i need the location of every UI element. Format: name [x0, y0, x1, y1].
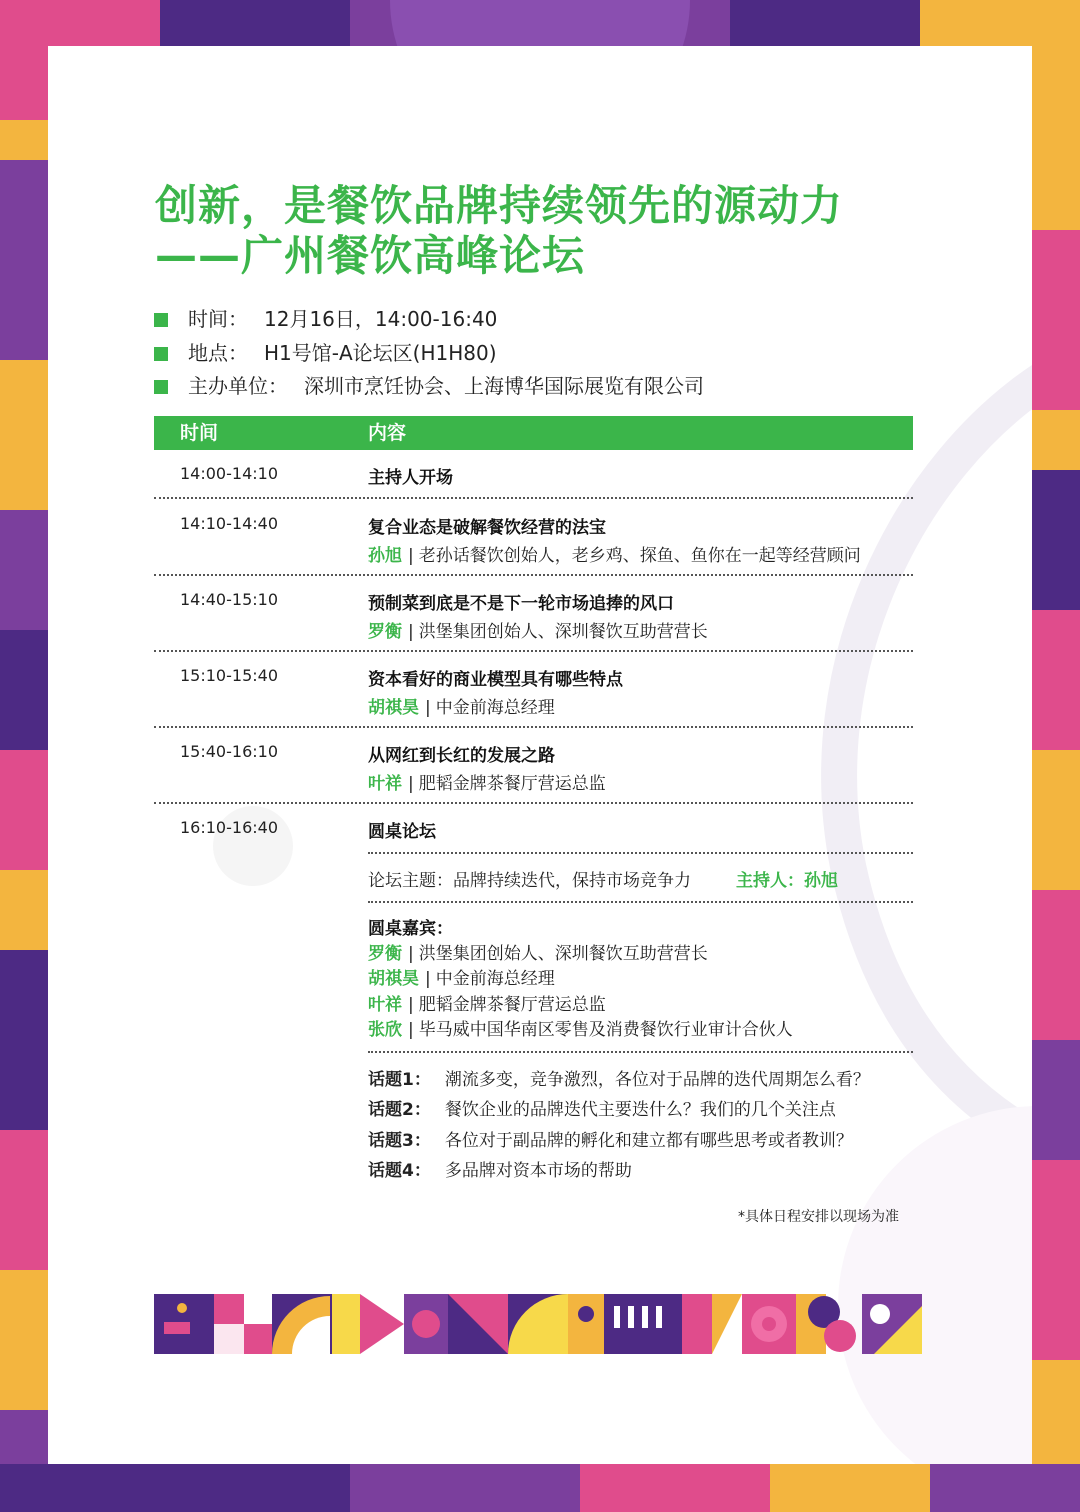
session-title: 资本看好的商业模型具有哪些特点	[368, 670, 623, 690]
subsection-divider	[368, 1051, 913, 1053]
roundtable-guest: 叶祥 | 肥韬金牌茶餐厅营运总监	[368, 995, 606, 1015]
speaker-role: 中金前海总经理	[435, 698, 555, 718]
subsection-divider	[368, 901, 913, 903]
roundtable-guest: 张欣 | 毕马威中国华南区零售及消费餐饮行业审计合伙人	[368, 1020, 793, 1040]
roundtable-host: 主持人：孙旭	[736, 871, 838, 891]
speaker-role: 肥韬金牌茶餐厅营运总监	[418, 774, 606, 794]
topic-label: 话题3：	[368, 1131, 431, 1151]
guest-role: 肥韬金牌茶餐厅营运总监	[418, 995, 606, 1015]
session-speaker: 叶祥 | 肥韬金牌茶餐厅营运总监	[368, 774, 606, 794]
discussion-topic	[368, 1065, 870, 1090]
guest-name: 叶祥	[368, 995, 402, 1015]
session-title: 复合业态是破解餐饮经营的法宝	[368, 518, 606, 538]
topic-text: 多品牌对资本市场的帮助	[444, 1161, 632, 1181]
session-speaker: 罗衡 | 洪堡集团创始人、深圳餐饮互助营营长	[368, 622, 708, 642]
guest-role: 毕马威中国华南区零售及消费餐饮行业审计合伙人	[418, 1020, 793, 1040]
column-header-time: 时间	[180, 422, 219, 444]
bullet-square-icon	[154, 347, 168, 361]
session-title: 从网红到长红的发展之路	[368, 746, 555, 766]
session-title: 圆桌论坛	[368, 822, 436, 842]
guest-name: 胡祺昊	[368, 969, 419, 989]
guest-role: 中金前海总经理	[435, 969, 555, 989]
session-time: 14:40-15:10	[180, 590, 278, 609]
info-organizer	[154, 371, 704, 401]
topic-text: 潮流多变，竞争激烈，各位对于品牌的迭代周期怎么看？	[444, 1070, 870, 1090]
session-time: 15:40-16:10	[180, 742, 278, 761]
info-place-label: 地点：	[188, 341, 248, 365]
session-title: 主持人开场	[368, 468, 453, 488]
bullet-square-icon	[154, 313, 168, 327]
column-header-content: 内容	[368, 422, 407, 444]
speaker-role: 洪堡集团创始人、深圳餐饮互助营营长	[418, 622, 708, 642]
roundtable-guest: 胡祺昊 | 中金前海总经理	[368, 969, 555, 989]
info-organizer-label: 主办单位：	[188, 374, 288, 398]
topic-text: 餐饮企业的品牌迭代主要迭什么？我们的几个关注点	[444, 1100, 836, 1120]
speaker-name: 叶祥	[368, 774, 402, 794]
speaker-name: 孙旭	[368, 546, 402, 566]
session-time: 14:10-14:40	[180, 514, 278, 533]
info-organizer-value: 深圳市烹饪协会、上海博华国际展览有限公司	[304, 374, 704, 398]
info-time-label: 时间：	[188, 307, 248, 331]
pattern-strip-decoration	[154, 1294, 922, 1354]
topic-label: 话题2：	[368, 1100, 431, 1120]
topic-label: 话题4：	[368, 1161, 431, 1181]
session-speaker: 孙旭 | 老孙话餐饮创始人，老乡鸡、探鱼、鱼你在一起等经营顾问	[368, 546, 861, 566]
info-place-value: H1号馆-A论坛区(H1H80)	[264, 341, 497, 365]
subsection-divider	[368, 852, 913, 854]
row-divider	[154, 650, 913, 652]
session-title: 预制菜到底是不是下一轮市场追捧的风口	[368, 594, 674, 614]
schedule-table-header	[154, 416, 913, 450]
speaker-name: 胡祺昊	[368, 698, 419, 718]
speaker-role: 老孙话餐饮创始人，老乡鸡、探鱼、鱼你在一起等经营顾问	[418, 546, 861, 566]
session-time: 14:00-14:10	[180, 464, 278, 483]
discussion-topic	[368, 1126, 853, 1151]
session-speaker: 胡祺昊 | 中金前海总经理	[368, 698, 555, 718]
forum-title-line1: 创新，是餐饮品牌持续领先的源动力	[155, 181, 844, 230]
guest-name: 张欣	[368, 1020, 402, 1040]
session-time: 15:10-15:40	[180, 666, 278, 685]
forum-title-line2: ——广州餐饮高峰论坛	[155, 231, 586, 280]
row-divider	[154, 802, 913, 804]
roundtable-guests-label: 圆桌嘉宾：	[368, 919, 453, 939]
info-time	[154, 304, 497, 334]
info-time-value: 12月16日，14:00-16:40	[264, 307, 498, 331]
row-divider	[154, 497, 913, 499]
speaker-name: 罗衡	[368, 622, 402, 642]
session-time: 16:10-16:40	[180, 818, 278, 837]
topic-label: 话题1：	[368, 1070, 431, 1090]
guest-name: 罗衡	[368, 944, 402, 964]
row-divider	[154, 726, 913, 728]
schedule-disclaimer: *具体日程安排以现场为准	[738, 1209, 899, 1225]
roundtable-guest: 罗衡 | 洪堡集团创始人、深圳餐饮互助营营长	[368, 944, 708, 964]
info-place	[154, 338, 497, 368]
bullet-square-icon	[154, 380, 168, 394]
row-divider	[154, 574, 913, 576]
guest-role: 洪堡集团创始人、深圳餐饮互助营营长	[418, 944, 708, 964]
discussion-topic	[368, 1156, 632, 1181]
agenda-card	[48, 46, 1032, 1464]
discussion-topic	[368, 1095, 836, 1120]
roundtable-topic: 论坛主题：品牌持续迭代，保持市场竞争力	[368, 871, 691, 891]
topic-text: 各位对于副品牌的孵化和建立都有哪些思考或者教训？	[444, 1131, 853, 1151]
